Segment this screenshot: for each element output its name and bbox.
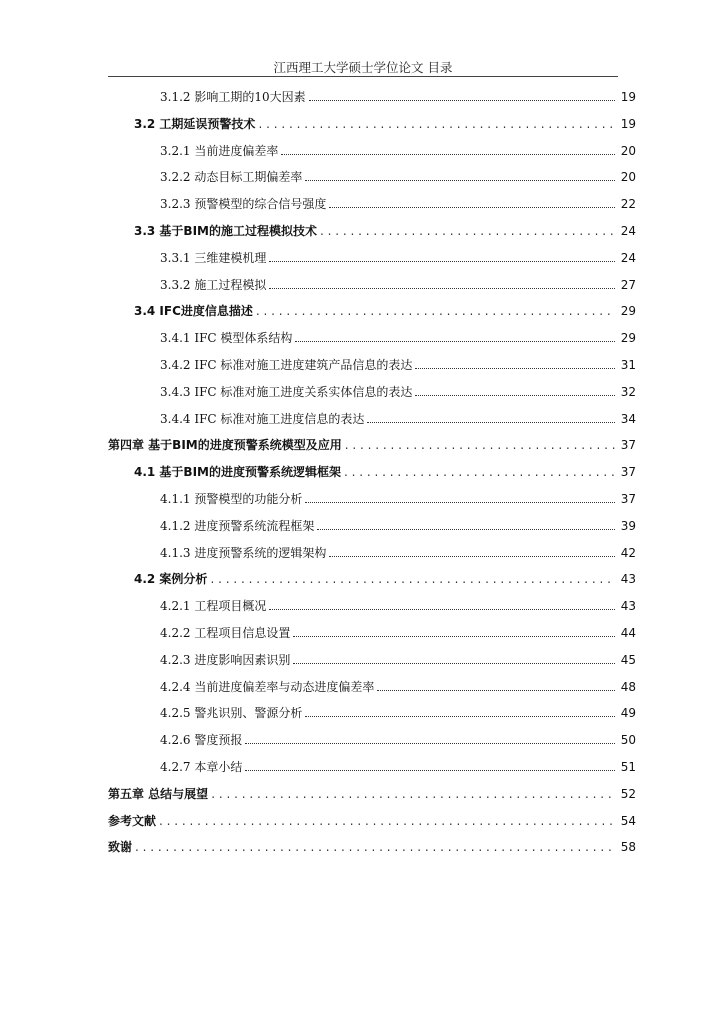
toc-entry-title: 3.3.1 三维建模机理 bbox=[160, 250, 267, 265]
toc-entry[interactable] bbox=[160, 274, 636, 296]
toc-page-number: 45 bbox=[620, 652, 636, 667]
toc-page-number: 37 bbox=[620, 465, 636, 480]
toc-entry-title: 4.1.2 进度预警系统流程框架 bbox=[160, 518, 315, 533]
toc-page-number: 20 bbox=[620, 143, 636, 158]
toc-dot-leader bbox=[293, 622, 615, 637]
toc-entry[interactable] bbox=[134, 461, 636, 483]
toc-entry-title: 3.2.1 当前进度偏差率 bbox=[160, 143, 279, 158]
toc-entry[interactable] bbox=[160, 702, 636, 724]
toc-entry[interactable] bbox=[160, 166, 636, 188]
toc-page-number: 43 bbox=[620, 599, 636, 614]
toc-page-number: 27 bbox=[620, 277, 636, 292]
toc-page-number: 19 bbox=[620, 90, 636, 104]
toc-page-number: 19 bbox=[620, 116, 636, 131]
toc-entry-title: 4.2.6 警度预报 bbox=[160, 733, 243, 748]
toc-dot-leader bbox=[415, 354, 615, 369]
toc-entry[interactable] bbox=[160, 542, 636, 564]
toc-dot-leader bbox=[305, 166, 615, 181]
toc-dot-leader bbox=[269, 274, 615, 289]
toc-entry[interactable] bbox=[134, 113, 636, 135]
toc-entry-title: 3.3 基于BIM的施工过程模拟技术 bbox=[134, 224, 317, 238]
toc-entry-title: 4.2 案例分析 bbox=[134, 572, 208, 587]
toc-dot-leader bbox=[415, 381, 615, 396]
toc-dot-leader bbox=[305, 488, 615, 503]
toc-entry[interactable] bbox=[160, 676, 636, 698]
toc-entry-title: 4.1 基于BIM的进度预警系统逻辑框架 bbox=[134, 465, 341, 480]
toc-entry-title: 4.2.2 工程项目信息设置 bbox=[160, 626, 291, 640]
toc-entry-title: 3.4.3 IFC 标准对施工进度关系实体信息的表达 bbox=[160, 384, 413, 399]
toc-entry[interactable] bbox=[160, 595, 636, 617]
toc-entry-title: 3.1.2 影响工期的10大因素 bbox=[160, 90, 306, 104]
toc-page-number: 52 bbox=[620, 786, 636, 801]
toc-entry[interactable] bbox=[134, 220, 636, 242]
toc-dot-leader bbox=[367, 408, 615, 423]
toc-page-number: 48 bbox=[620, 679, 636, 694]
toc-page-number: 31 bbox=[620, 358, 636, 372]
toc-dot-leader bbox=[258, 113, 615, 135]
toc-page-number: 54 bbox=[620, 813, 636, 828]
toc-entry-title: 3.3.2 施工过程模拟 bbox=[160, 277, 267, 292]
toc-entry[interactable] bbox=[134, 568, 636, 590]
toc-page-number: 43 bbox=[620, 572, 636, 587]
toc-entry[interactable] bbox=[160, 649, 636, 671]
toc-dot-leader bbox=[345, 434, 615, 456]
toc-entry-title: 4.2.1 工程项目概况 bbox=[160, 599, 267, 614]
toc-page-number: 42 bbox=[620, 545, 636, 560]
toc-entry[interactable] bbox=[160, 354, 636, 376]
toc-page-number: 39 bbox=[620, 518, 636, 533]
toc-dot-leader bbox=[295, 327, 615, 342]
toc-entry[interactable] bbox=[160, 86, 636, 108]
header-rule bbox=[108, 76, 618, 77]
toc-entry-title: 3.4.4 IFC 标准对施工进度信息的表达 bbox=[160, 411, 365, 426]
toc-dot-leader bbox=[256, 300, 615, 322]
toc-entry-title: 4.2.4 当前进度偏差率与动态进度偏差率 bbox=[160, 679, 375, 694]
toc-entry-title: 4.1.3 进度预警系统的逻辑架构 bbox=[160, 545, 327, 560]
toc-entry[interactable] bbox=[160, 247, 636, 269]
toc-dot-leader bbox=[269, 595, 615, 610]
toc-entry-title: 4.2.3 进度影响因素识别 bbox=[160, 652, 291, 667]
toc-entry-title: 4.2.5 警兆识别、警源分析 bbox=[160, 706, 303, 721]
toc-dot-leader bbox=[309, 86, 615, 101]
toc-dot-leader bbox=[210, 568, 615, 590]
toc-page-number: 34 bbox=[620, 411, 636, 426]
toc-page-number: 24 bbox=[620, 250, 636, 265]
toc-entry-title: 第五章 总结与展望 bbox=[108, 786, 209, 801]
toc-dot-leader bbox=[245, 756, 615, 771]
toc-entry[interactable] bbox=[134, 300, 636, 322]
toc-page-number: 32 bbox=[620, 384, 636, 399]
toc-entry-title: 致谢 bbox=[108, 840, 133, 855]
toc-entry[interactable] bbox=[160, 327, 636, 349]
toc-dot-leader bbox=[320, 220, 615, 242]
toc-page-number: 20 bbox=[620, 170, 636, 185]
toc-entry-title: 3.4 IFC进度信息描述 bbox=[134, 304, 253, 319]
toc-page-number: 58 bbox=[620, 840, 636, 855]
toc-entry[interactable] bbox=[108, 836, 636, 858]
toc-dot-leader bbox=[377, 676, 615, 691]
toc-entry[interactable] bbox=[160, 488, 636, 510]
toc-entry[interactable] bbox=[108, 434, 636, 456]
toc-entry-title: 4.2.7 本章小结 bbox=[160, 760, 243, 774]
page-header: 江西理工大学硕士学位论文 目录 bbox=[273, 60, 453, 75]
toc-page-number: 49 bbox=[620, 706, 636, 721]
toc-entry-title: 3.2 工期延误预警技术 bbox=[134, 116, 256, 131]
toc-entry[interactable] bbox=[160, 729, 636, 751]
toc-page-number: 44 bbox=[620, 626, 636, 640]
toc-dot-leader bbox=[281, 140, 615, 155]
toc-page-number: 29 bbox=[620, 304, 636, 319]
toc-entry-title: 参考文献 bbox=[108, 813, 157, 828]
toc-dot-leader bbox=[159, 810, 615, 832]
toc-page-number: 22 bbox=[620, 197, 636, 212]
toc-entry-title: 3.2.3 预警模型的综合信号强度 bbox=[160, 197, 327, 212]
toc-entry-title: 3.4.1 IFC 模型体系结构 bbox=[160, 331, 293, 346]
toc-entry[interactable] bbox=[160, 408, 636, 430]
toc-page-number: 37 bbox=[620, 492, 636, 506]
toc-dot-leader bbox=[305, 702, 615, 717]
toc-entry[interactable] bbox=[160, 381, 636, 403]
toc-dot-leader bbox=[211, 783, 615, 805]
toc-page-number: 37 bbox=[620, 438, 636, 453]
toc-dot-leader bbox=[329, 542, 615, 557]
toc-dot-leader bbox=[269, 247, 615, 262]
toc-dot-leader bbox=[317, 515, 615, 530]
toc-page-number: 51 bbox=[620, 760, 636, 774]
toc-entry[interactable] bbox=[160, 515, 636, 537]
toc-dot-leader bbox=[344, 461, 615, 483]
toc-entry[interactable] bbox=[160, 140, 636, 162]
toc-page-number: 29 bbox=[620, 331, 636, 346]
toc-dot-leader bbox=[329, 193, 615, 208]
toc-entry[interactable] bbox=[108, 783, 636, 805]
toc-entry-title: 3.4.2 IFC 标准对施工进度建筑产品信息的表达 bbox=[160, 358, 413, 372]
toc-dot-leader bbox=[245, 729, 615, 744]
toc-entry-title: 3.2.2 动态目标工期偏差率 bbox=[160, 170, 303, 185]
toc-entry-title: 第四章 基于BIM的进度预警系统模型及应用 bbox=[108, 438, 342, 453]
toc-entry[interactable] bbox=[160, 622, 636, 644]
toc-entry-title: 4.1.1 预警模型的功能分析 bbox=[160, 492, 303, 506]
toc-dot-leader bbox=[135, 836, 615, 858]
toc-entry[interactable] bbox=[108, 810, 636, 832]
toc-entry[interactable] bbox=[160, 756, 636, 778]
toc-dot-leader bbox=[293, 649, 615, 664]
toc-page-number: 50 bbox=[620, 733, 636, 748]
toc-page-number: 24 bbox=[620, 224, 636, 238]
toc-entry[interactable] bbox=[160, 193, 636, 215]
